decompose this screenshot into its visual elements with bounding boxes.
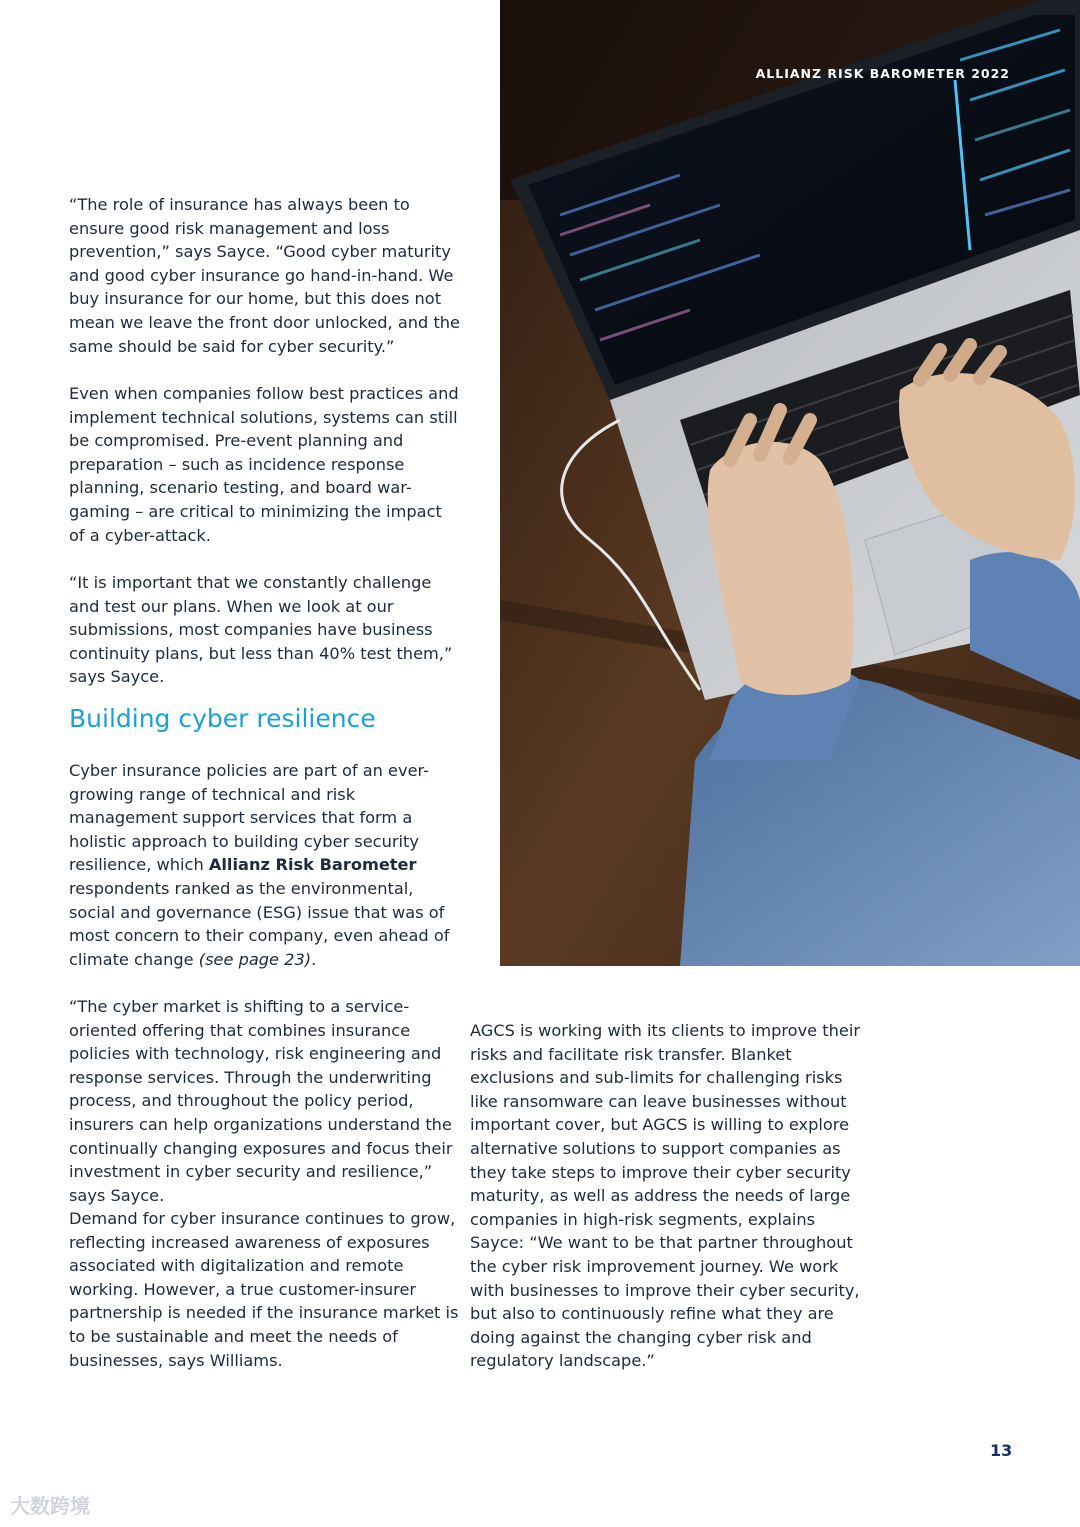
paragraph-demand-growth: Demand for cyber insurance continues to grow, reflecting increased awareness of exposures associated with digitalization and remote working. However, a true customer-insurer partnership is needed if the insurance market is to be sustainable and meet the needs of businesses, says Williams. — [69, 1209, 459, 1370]
paragraph-pre-event-planning: Even when companies follow best practices and implement technical solutions, systems can still be compromised. Pre-event planning and preparation – such as incidence response planning, scenario testing, and board war-gaming – are critical to minimizing the impact of a cyber-attack. — [69, 384, 459, 545]
paragraph-cyber-policies: Cyber insurance policies are part of an ever-growing range of technical and risk management support services that form a holistic approach to building cyber security resilience, which Allianz Risk Barometer respondents ranked as the environmental, social and governance (ESG) issue that was of most concern to their company, even ahead of climate change (see page 23). — [69, 761, 450, 969]
paragraph-agcs-clients: AGCS is working with its clients to improve their risks and facilitate risk transfer. Blanket exclusions and sub-limits for challenging risks like ransomware can leave businesses without important cover, but AGCS is willing to explore alternative solutions to support companies as they take steps to improve their cyber security maturity, as well as address the needs of large companies in high-risk segments, explains Sayce: “We want to be that partner throughout the cyber risk improvement journey. We work with businesses to improve their cyber security, but also to continuously refine what they are doing against the changing cyber risk and regulatory landscape.” — [470, 1021, 860, 1371]
see-page-reference: (see page 23) — [198, 949, 312, 969]
quote-paragraph-cyber-market: “The cyber market is shifting to a service-oriented offering that combines insurance policies with technology, risk engineering and response services. Through the underwriting process, and throughout the policy period, insurers can help organizations understand the continually changing exposures and focus their investment in cyber security and resilience,” says Sayce. — [69, 997, 453, 1205]
report-title-label: ALLIANZ RISK BAROMETER 2022 — [755, 66, 1010, 81]
laptop-typing-illustration — [500, 0, 1080, 966]
allianz-risk-barometer-bold: Allianz Risk Barometer — [208, 855, 417, 875]
section-heading: Building cyber resilience — [69, 704, 376, 733]
hero-photo — [500, 0, 1080, 966]
quote-paragraph-insurance-role: “The role of insurance has always been to ensure good risk management and loss prevention,” says Sayce. “Good cyber maturity and good cyber insurance go hand-in-hand. We buy insurance for our home, but this does not mean we leave the front door unlocked, and the same should be said for cyber security.” — [69, 195, 461, 356]
page-number: 13 — [990, 1441, 1013, 1460]
watermark-logo: 大数跨境 — [10, 1494, 90, 1518]
quote-paragraph-test-plans: “It is important that we constantly challenge and test our plans. When we look at our submissions, most companies have business continuity plans, but less than 40% test them,” says Sayce. — [69, 573, 453, 687]
